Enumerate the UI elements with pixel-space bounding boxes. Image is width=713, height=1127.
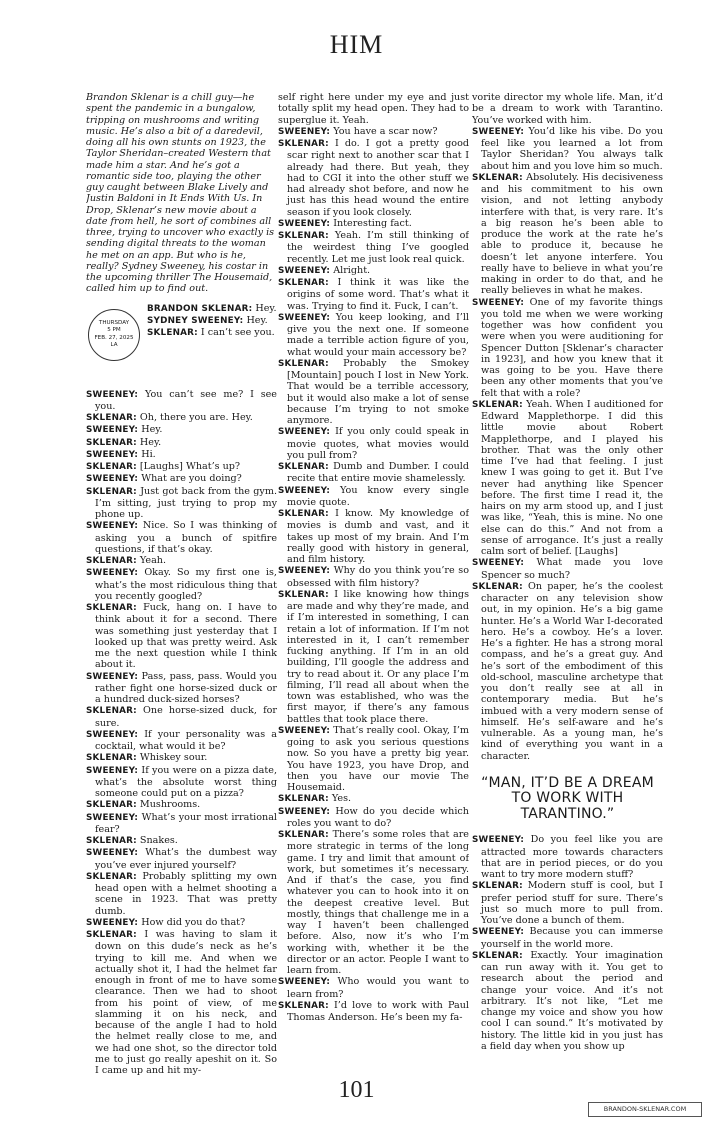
dialogue-text: Absolutely. His decisiveness and his commitment to his own vision, and not letting anybody interfere with that, is very rare. It’s a big reason he’s been able to produce the work at the rate he’s able to produce it, because he doesn’t let anyone interfere. You really have to believe in what you’re making in order to do that, and he really believes in what he makes. bbox=[481, 171, 663, 297]
dialogue-line bbox=[86, 461, 277, 473]
dialogue-line bbox=[278, 1000, 469, 1024]
date-badge bbox=[88, 309, 140, 361]
badge-time: 5 PM bbox=[107, 327, 121, 334]
dialogue-text: Mushrooms. bbox=[139, 799, 201, 811]
dialogue-text: Because you can immerse yourself in the world more. bbox=[481, 926, 663, 950]
speaker-label: SWEENEY: bbox=[86, 671, 139, 682]
dialogue-text: You can’t see me? I see you. bbox=[95, 388, 277, 412]
speaker-label: SWEENEY: bbox=[278, 126, 331, 137]
speaker-label: SWEENEY: bbox=[278, 566, 331, 577]
speaker-label: SKLENAR: bbox=[472, 881, 523, 892]
dialogue-text: I like knowing how things are made and why they’re made, and if I’m interested in something, I can retain a lot of information. If I’m not interested in it, I can’t remember fucking anything. If I’m in an old building, I’ll google the address and try to read about it. Or any place I’m filming, I’ll read all about when the town was established, who was the first mayor, if there’s any famous battles that took place there. bbox=[287, 588, 469, 725]
speaker-label: SKLENAR: bbox=[86, 753, 137, 764]
dialogue-line bbox=[86, 847, 277, 871]
dialogue-line bbox=[472, 950, 663, 1052]
dialogue-text: What are you doing? bbox=[141, 473, 242, 485]
watermark: BRANDON-SKLENAR.COM bbox=[588, 1102, 702, 1117]
dialogue-line bbox=[472, 880, 663, 926]
dialogue-line bbox=[278, 426, 469, 461]
dialogue-line bbox=[278, 485, 469, 509]
dialogue-line bbox=[86, 412, 277, 424]
column-3 bbox=[472, 92, 663, 1088]
speaker-label: SKLENAR: bbox=[86, 871, 137, 882]
speaker-label: SWEENEY: bbox=[86, 729, 139, 740]
speaker-label: BRANDON SKLENAR: bbox=[147, 303, 253, 314]
dialogue-line bbox=[472, 92, 663, 126]
speaker-label: SWEENEY: bbox=[278, 427, 331, 438]
dialogue-line bbox=[278, 725, 469, 794]
section-header: HIM bbox=[329, 30, 384, 59]
speaker-label: SKLENAR: bbox=[472, 581, 523, 592]
speaker-label: SWEENEY: bbox=[86, 474, 139, 485]
speaker-label: SKLENAR: bbox=[278, 462, 329, 472]
dialogue-line bbox=[86, 929, 277, 1076]
dialogue-text: You keep looking, and I’ll give you the next one. If someone made a terrible action figure of you, what would your main accessory be? bbox=[287, 311, 469, 358]
dialogue-text: What’s your most irrational fear? bbox=[95, 811, 277, 835]
dialogue-line bbox=[86, 555, 277, 567]
dialogue-text: There’s some roles that are more strategic in terms of the long game. I try and limit that amount of work, but sometimes it’s necessary. And if that’s the case, you find whatever you can to hook into it on the deepest creative level. But mostly, things that challenge me in a way I haven’t been challenged before. Also, now it’s who I’m working with, whether it be the director or an actor. People I want to learn from. bbox=[287, 829, 469, 976]
dialogue-line bbox=[472, 126, 663, 172]
speaker-label: SKLENAR: bbox=[278, 589, 329, 600]
speaker-label: SKLENAR: bbox=[86, 462, 137, 472]
dialogue-line bbox=[278, 589, 469, 725]
dialogue-text: Yes. bbox=[331, 793, 352, 805]
speaker-label: SWEENEY: bbox=[86, 449, 139, 460]
speaker-label: SKLENAR: bbox=[86, 800, 137, 811]
dialogue-line bbox=[472, 557, 663, 581]
dialogue-text: I know. My knowledge of movies is dumb and vast, and it takes up most of my brain. And I’m really good with history in general, and film history. bbox=[287, 508, 469, 565]
dialogue-line bbox=[86, 424, 277, 436]
page-number: 101 bbox=[338, 1077, 375, 1103]
dialogue-text: That’s really cool. Okay, I’m going to ask you serious questions now. So you have a pretty big year. You have 1923, you have Drop, and then you have our movie The Housemaid. bbox=[287, 724, 469, 793]
dialogue-text: What’s the dumbest way you’ve ever injured yourself? bbox=[95, 847, 277, 871]
dialogue-line bbox=[86, 602, 277, 671]
speaker-label: SKLENAR: bbox=[472, 172, 523, 183]
dialogue-text: Hey. bbox=[139, 436, 162, 448]
dialogue-text: Yeah. bbox=[139, 555, 167, 566]
dialogue-line bbox=[86, 705, 277, 729]
dialogue-text: Okay. So my first one is, what’s the most ridiculous thing that you recently googled? bbox=[95, 567, 277, 602]
dialogue-line bbox=[278, 508, 469, 565]
dialogue-line bbox=[86, 449, 277, 461]
column-2 bbox=[278, 92, 469, 1088]
dialogue-text: How did you do that? bbox=[141, 916, 246, 928]
dialogue-line bbox=[278, 461, 469, 485]
dialogue-text: Do you feel like you are attracted more towards characters that are in period pieces, or do you want to try more modern stuff? bbox=[481, 834, 663, 880]
column-3-upper bbox=[472, 92, 663, 762]
dialogue-text: You have a scar now? bbox=[333, 125, 438, 137]
dialogue-text: You’d like his vibe. Do you feel like you learned a lot from Taylor Sheridan? You always talk about him and you love him so much. bbox=[481, 125, 663, 172]
dialogue-text: Who would you want to learn from? bbox=[287, 976, 469, 1000]
dialogue-line bbox=[278, 829, 469, 976]
speaker-label: SWEENEY: bbox=[86, 812, 139, 823]
dialogue-line bbox=[278, 806, 469, 830]
opening-block bbox=[86, 303, 277, 387]
speaker-label: SKLENAR: bbox=[86, 437, 137, 448]
speaker-label: SKLENAR: bbox=[86, 836, 137, 846]
speaker-label: SWEENEY: bbox=[278, 806, 331, 817]
dialogue-text: Oh, there you are. Hey. bbox=[139, 412, 253, 423]
dialogue-line bbox=[147, 303, 277, 315]
speaker-label: SWEENEY: bbox=[278, 485, 331, 496]
dialogue-line bbox=[278, 277, 469, 312]
badge-day: THURSDAY bbox=[98, 319, 130, 326]
dialogue-text: I was having to slam it down on this dude’s neck as he’s trying to kill me. And when we actually shot it, I had the helmet far enough in front of me to have some clearance. Then we had to shoot from his point of view, of me slamming it on his neck, and because of the angle I had to hold the helmet really close to me, and we had one shot, so the director told me to just go really apeshit on it. So I came up and hit my- bbox=[95, 929, 277, 1076]
dialogue-text: You know every single movie quote. bbox=[287, 484, 469, 508]
dialogue-line bbox=[86, 486, 277, 521]
dialogue-line bbox=[86, 871, 277, 917]
dialogue-text: self right here under my eye and just totally split my head open. They had to superglue it. Yeah. bbox=[278, 92, 469, 126]
dialogue-line bbox=[278, 793, 469, 805]
dialogue-line bbox=[86, 389, 277, 413]
dialogue-text: I do. I got a pretty good scar right next to another scar that I already had there. But yeah, they had to CGI it into the other stuff we had already shot before, and now he just has this head wound the entire season if you look closely. bbox=[287, 138, 469, 218]
speaker-label: SWEENEY: bbox=[472, 558, 525, 569]
speaker-label: SWEENEY: bbox=[86, 917, 139, 928]
speaker-label: SKLENAR: bbox=[278, 358, 329, 369]
dialogue-line bbox=[147, 315, 277, 327]
speaker-label: SKLENAR: bbox=[278, 231, 329, 241]
speaker-label: SKLENAR: bbox=[86, 486, 137, 497]
dialogue-line bbox=[147, 327, 277, 339]
dialogue-text: Hi. bbox=[141, 448, 156, 460]
dialogue-line bbox=[472, 172, 663, 297]
dialogue-text: Hey. bbox=[246, 314, 268, 326]
dialogue-line bbox=[86, 765, 277, 800]
speaker-label: SKLENAR: bbox=[278, 1000, 329, 1011]
dialogue-text: I think it was like the origins of some word. That’s what it was. Trying to find it. Fuck, I can’t. bbox=[287, 277, 469, 312]
dialogue-line bbox=[86, 473, 277, 485]
dialogue-text: If you were on a pizza date, what’s the absolute worst thing someone could put on a pizza? bbox=[95, 764, 277, 799]
dialogue-text: Whiskey sour. bbox=[139, 752, 208, 764]
speaker-label: SWEENEY: bbox=[86, 848, 139, 859]
dialogue-line bbox=[86, 729, 277, 753]
speaker-label: SWEENEY: bbox=[278, 977, 331, 988]
dialogue-line bbox=[278, 265, 469, 277]
dialogue-line bbox=[278, 230, 469, 265]
dialogue-line bbox=[86, 437, 277, 449]
speaker-label: SWEENEY: bbox=[278, 725, 331, 736]
dialogue-text: I’d love to work with Paul Thomas Anderson. He’s been my fa- bbox=[287, 999, 469, 1023]
dialogue-text: On paper, he’s the coolest character on any television show out, in my opinion. He’s a big game hunter. He’s a World War I-decorated hero. He’s a cowboy. He’s a lover. He’s a fighter. He has a strong moral compass, and he’s a great guy. And he’s sort of the embodiment of this old-school, masculine archetype that you don’t really see at all in contemporary media. But he’s imbued with a very modern sense of himself. He’s self-aware and he’s vulnerable. As a young man, he’s kind of everything you want in a character. bbox=[481, 580, 663, 762]
dialogue-text: Yeah. When I auditioned for Edward Mapplethorpe. I did this little movie about Robert Mapplethorpe, and I played his brother. That was the only other time I’ve had that feeling. I just knew I was going to get it. But I’ve never had anything like Spencer before. The first time I read it, the hairs on my arm stood up, and I just was like, “Yeah, this is mine. No one else can do this.” And not from a sense of arrogance. It’s just a really calm sort of belief. [Laughs] bbox=[481, 398, 663, 557]
dialogue-line bbox=[86, 752, 277, 764]
dialogue-text: One horse-sized duck, for sure. bbox=[95, 705, 277, 729]
intro-paragraph: Brandon Sklenar is a chill guy—he spent the pandemic in a bungalow, tripping on mushrooms and writing music. He’s also a bit of a daredevil, doing all his own stunts on 1923, the Taylor Sheridan–created Western that made him a star. And he’s got a romantic side too, playing the other guy caught between Blake Lively and Justin Baldoni in It Ends With Us. In Drop, Sklenar’s new movie about a date from hell, he sort of combines all three, trying to uncover who exactly is sending digital threats to the woman he met on an app. But who is he, really? Sydney Sweeney, his costar in the upcoming thriller The Housemaid, called him up to find out. bbox=[86, 92, 275, 295]
dialogue-line bbox=[472, 297, 663, 399]
speaker-label: SKLENAR: bbox=[86, 603, 137, 613]
speaker-label: SKLENAR: bbox=[278, 794, 329, 805]
speaker-label: SWEENEY: bbox=[472, 927, 525, 938]
dialogue-text: If you only could speak in movie quotes, what movies would you pull from? bbox=[287, 426, 469, 461]
dialogue-text: Pass, pass, pass. Would you rather fight one horse-sized duck or a hundred duck-sized horses? bbox=[95, 670, 277, 705]
pull-quote: “MAN, IT’D BE A DREAM TO WORK WITH TARANTINO.” bbox=[481, 774, 654, 822]
dialogue-line bbox=[86, 520, 277, 555]
speaker-label: SWEENEY: bbox=[86, 389, 139, 400]
dialogue-line bbox=[278, 126, 469, 138]
column-1 bbox=[86, 92, 277, 1088]
dialogue-text: Hey. bbox=[141, 424, 163, 436]
dialogue-text: I can’t see you. bbox=[200, 327, 275, 338]
dialogue-line bbox=[278, 976, 469, 1000]
speaker-label: SKLENAR: bbox=[278, 139, 329, 149]
dialogue-line bbox=[278, 565, 469, 589]
speaker-label: SWEENEY: bbox=[472, 126, 525, 137]
speaker-label: SWEENEY: bbox=[86, 425, 139, 436]
dialogue-text: If your personality was a cocktail, what would it be? bbox=[95, 728, 277, 752]
dialogue-text: Dumb and Dumber. I could recite that entire movie shamelessly. bbox=[287, 461, 469, 485]
dialogue-text: How do you decide which roles you want to do? bbox=[287, 805, 469, 829]
dialogue-line bbox=[278, 92, 469, 126]
dialogue-text: vorite director my whole life. Man, it’d be a dream to work with Tarantino. You’ve worked with him. bbox=[472, 92, 663, 126]
dialogue-text: [Laughs] What’s up? bbox=[139, 461, 241, 472]
speaker-label: SKLENAR: bbox=[472, 950, 523, 961]
speaker-label: SKLENAR: bbox=[472, 399, 523, 410]
speaker-label: SKLENAR: bbox=[147, 328, 198, 338]
speaker-label: SWEENEY: bbox=[86, 765, 139, 776]
dialogue-line bbox=[278, 312, 469, 358]
dialogue-line bbox=[86, 917, 277, 929]
dialogue-text: Yeah. I’m still thinking of the weirdest thing I’ve googled recently. Let me just look real quick. bbox=[287, 230, 469, 265]
speaker-label: SKLENAR: bbox=[86, 556, 137, 566]
dialogue-text: Probably the Smokey [Mountain] pouch I lost in New York. That would be a terrible accessory, but it would also make a lot of sense because I’m trying to not smoke anymore. bbox=[287, 357, 469, 426]
column-3-lower bbox=[472, 834, 663, 1052]
dialogue-text: Exactly. Your imagination can run away with it. You get to research about the period and change your voice. And it’s not arbitrary. It’s not like, “Let me change my voice and show you how cool I can sound.” It’s motivated by history. The little kid in you just has a field day when you show up bbox=[481, 949, 663, 1052]
dialogue-line bbox=[278, 138, 469, 218]
speaker-label: SYDNEY SWEENEY: bbox=[147, 315, 244, 326]
dialogue-line bbox=[86, 835, 277, 847]
speaker-label: SKLENAR: bbox=[278, 830, 329, 840]
column-1-body bbox=[86, 389, 277, 1077]
speaker-label: SWEENEY: bbox=[278, 265, 331, 276]
dialogue-line bbox=[278, 218, 469, 230]
speaker-label: SWEENEY: bbox=[86, 568, 139, 579]
dialogue-text: Why do you think you’re so obsessed with film history? bbox=[287, 565, 469, 589]
speaker-label: SKLENAR: bbox=[86, 706, 137, 717]
speaker-label: SKLENAR: bbox=[86, 930, 137, 940]
dialogue-text: Hey. bbox=[255, 302, 277, 314]
speaker-label: SWEENEY: bbox=[278, 218, 331, 229]
dialogue-line bbox=[86, 812, 277, 836]
dialogue-text: Probably splitting my own head open with a helmet shooting a scene in 1923. That was pretty dumb. bbox=[95, 870, 277, 917]
dialogue-text: Fuck, hang on. I have to think about it for a second. There was something just yesterday that I looked up that was pretty weird. Ask me the next question while I think about it. bbox=[95, 602, 277, 671]
speaker-label: SWEENEY: bbox=[472, 297, 525, 308]
dialogue-text: Alright. bbox=[333, 264, 371, 276]
speaker-label: SWEENEY: bbox=[278, 312, 331, 323]
dialogue-line bbox=[86, 567, 277, 602]
badge-place: LA bbox=[110, 341, 118, 348]
dialogue-line bbox=[86, 671, 277, 706]
dialogue-text: What made you love Spencer so much? bbox=[481, 557, 663, 581]
dialogue-line bbox=[472, 399, 663, 558]
dialogue-text: Just got back from the gym. I’m sitting, just trying to prop my phone up. bbox=[95, 485, 277, 520]
dialogue-text: One of my favorite things you told me when we were working together was how confident you were when you were auditioning for Spencer Dutton [Sklenar’s character in 1923], and how you knew that it was going to be you. Have there been any other moments that you’ve felt that with a role? bbox=[481, 296, 663, 399]
dialogue-text: Interesting fact. bbox=[333, 217, 412, 229]
dialogue-text: Modern stuff is cool, but I prefer period stuff for sure. There’s just so much more to pull from. You’ve done a bunch of them. bbox=[481, 880, 663, 926]
dialogue-text: Nice. So I was thinking of asking you a bunch of spitfire questions, if that’s okay. bbox=[95, 520, 277, 555]
speaker-label: SKLENAR: bbox=[86, 413, 137, 423]
opening-lines bbox=[147, 303, 277, 340]
speaker-label: SWEENEY: bbox=[86, 521, 139, 532]
badge-date: FEB. 27, 2025 bbox=[94, 334, 134, 341]
dialogue-line bbox=[86, 799, 277, 811]
dialogue-line bbox=[472, 581, 663, 762]
dialogue-line bbox=[472, 834, 663, 880]
speaker-label: SWEENEY: bbox=[472, 835, 525, 846]
speaker-label: SKLENAR: bbox=[278, 278, 329, 288]
dialogue-line bbox=[472, 926, 663, 950]
speaker-label: SKLENAR: bbox=[278, 509, 329, 519]
dialogue-line bbox=[278, 358, 469, 427]
dialogue-text: Snakes. bbox=[139, 835, 178, 846]
